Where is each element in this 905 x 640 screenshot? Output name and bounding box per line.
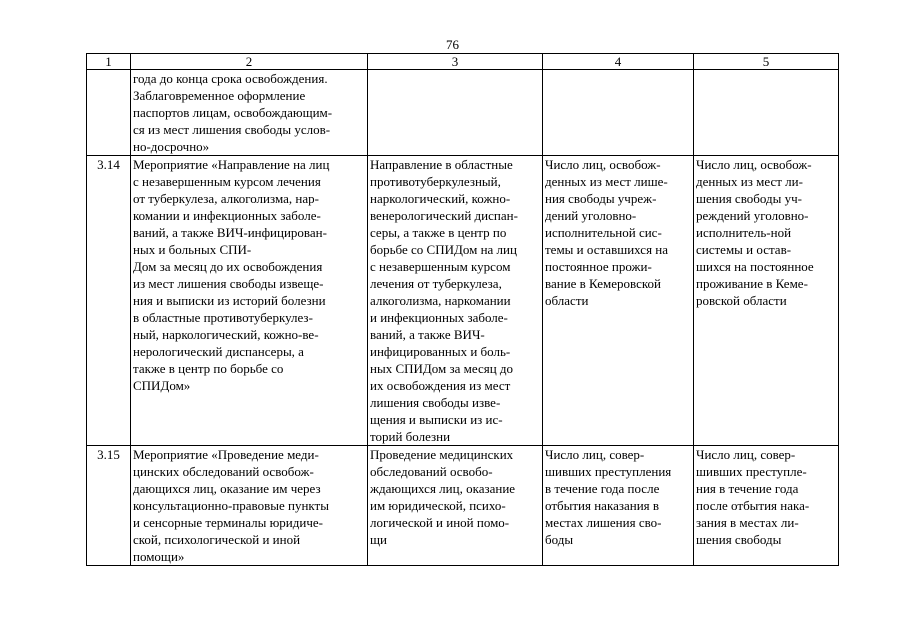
table-row [87, 446, 839, 566]
measures-table [86, 53, 839, 566]
table-row [87, 70, 839, 156]
column-header: 5 [694, 54, 839, 70]
indicator-cell: Число лиц, совер- шивших преступления в течение года после отбытия наказания в местах лишения сво- боды [543, 446, 694, 566]
indicator-cell [694, 70, 839, 156]
measure-cell: Мероприятие «Проведение меди- цинских обследований освобож- дающихся лиц, оказание им через консультационно-правовые пункты и сенсорные терминалы юридиче- ской, психологической и иной помощи» [131, 446, 368, 566]
page-number: 76 [446, 37, 459, 52]
column-header: 2 [131, 54, 368, 70]
measure-cell: Мероприятие «Направление на лиц с незавершенным курсом лечения от туберкулеза, алкоголизма, нар- комании и инфекционных заболе- ваний, а также ВИЧ-инфицирован- ных и больных СПИ- Дом за месяц до их освобождения из мест лишения свободы извеще- ния и выписки из историй болезни в областные противотуберкулез- ный, наркологический, кожно-ве- нерологический диспансеры, а также в центр по борьбе со СПИДом» [131, 156, 368, 446]
direction-cell: Направление в областные противотуберкулезный, наркологический, кожно- венерологический диспан- серы, а также в центр по борьбе со СПИДом на лиц с незавершенным курсом лечения от туберкулеза, алкоголизма, наркомании и инфекционных заболе- ваний, а также ВИЧ- инфицированных и боль- ных СПИДом за месяц до их освобождения из мест лишения свободы изве- щения и выписки из ис- торий болезни [368, 156, 543, 446]
column-header: 4 [543, 54, 694, 70]
measure-cell: года до конца срока освобождения. Заблаговременное оформление паспортов лицам, освобождающим- ся из мест лишения свободы услов- но-досрочно» [131, 70, 368, 156]
indicator-cell: Число лиц, совер- шивших преступле- ния в течение года после отбытия нака- зания в местах ли- шения свободы [694, 446, 839, 566]
indicator-cell: Число лиц, освобож- денных из мест лише- ния свободы учреж- дений уголовно- исполнительной сис- темы и оставшихся на постоянное прожи- вание в Кемеровской области [543, 156, 694, 446]
indicator-cell [543, 70, 694, 156]
table-header-row [87, 54, 839, 70]
direction-cell [368, 70, 543, 156]
column-header: 1 [87, 54, 131, 70]
indicator-cell: Число лиц, освобож- денных из мест ли- шения свободы уч- реждений уголовно- исполнитель-ной системы и остав- шихся на постоянное проживание в Кеме- ровской области [694, 156, 839, 446]
direction-cell: Проведение медицинских обследований освобо- ждающихся лиц, оказание им юридической, психо- логической и иной помо- щи [368, 446, 543, 566]
column-header: 3 [368, 54, 543, 70]
table-row [87, 156, 839, 446]
row-number-cell: 3.15 [87, 446, 131, 566]
row-number-cell: 3.14 [87, 156, 131, 446]
row-number-cell [87, 70, 131, 156]
